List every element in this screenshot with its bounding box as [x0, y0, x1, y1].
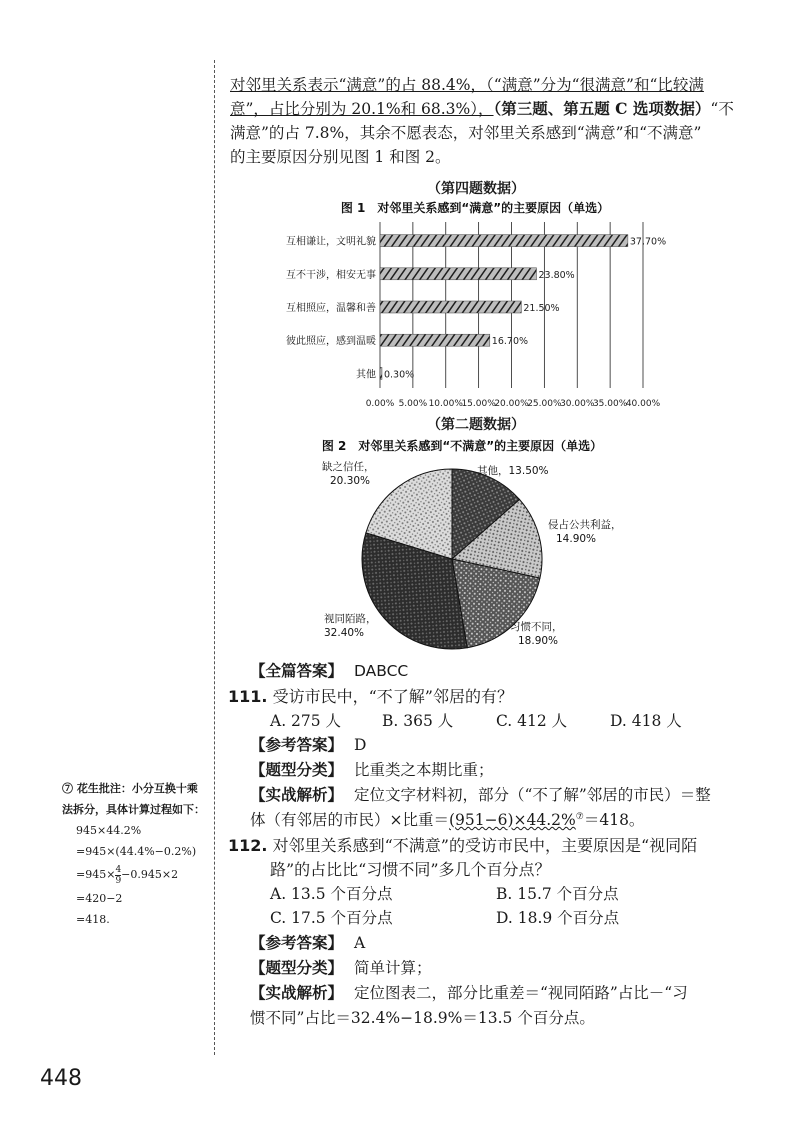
q111-option-d: D. 418 人 [610, 712, 682, 730]
intro-line-2: 意”，占比分别为 20.1%和 68.3%），（第三题、第五题 C 选项数据）“不 [230, 99, 734, 118]
chart2-value-label: 32.40% [324, 627, 365, 639]
full-answer-value: DABCC [353, 662, 409, 680]
intro-line-3: 满意”的占 7.8%，其余不愿表态，对邻里关系感到“满意”和“不满意” [230, 124, 702, 142]
chart1-category-label: 彼此照应，感到温暖 [286, 336, 376, 348]
chart1-tick-label: 0.00% [365, 399, 395, 409]
chart1-bar [380, 367, 382, 379]
chart1-header: （第四题数据） [427, 181, 525, 197]
q111-ref-answer: D [353, 736, 367, 754]
chart2-value-label: 14.90% [556, 533, 597, 545]
chart1-value-label: 21.50% [523, 303, 560, 314]
q112-stem-line2: 路”的占比比“习惯不同”多几个百分点？ [270, 860, 551, 879]
q111-analysis-line1: 定位文字材料初，部分（“不了解”邻居的市民）＝整 [353, 786, 711, 804]
q111-number: 111. [228, 687, 268, 706]
chart1-value-label: 37.70% [629, 236, 667, 248]
chart2-slice-label: 习惯不同， [510, 621, 563, 633]
sidenote [62, 778, 212, 930]
sidenote-line3: 945×44.2% [76, 824, 142, 837]
q112-type-tag: 【题型分类】 [250, 958, 344, 977]
q111-type: 比重类之本期比重； [353, 761, 494, 779]
q112-analysis-line2: 惯不同”占比＝32.4%−18.9%＝13.5 个百分点。 [250, 1009, 595, 1027]
chart1-category-label: 互不干涉，相安无事 [286, 269, 376, 281]
sidenote-line7: =418. [76, 913, 110, 926]
full-answer-tag: 【全篇答案】 [250, 661, 344, 680]
fraction: $\frac{4}{9}$ [115, 864, 122, 886]
q112-option-a: A. 13.5 个百分点 [270, 885, 393, 903]
chart1-bar [380, 235, 628, 247]
chart1-category-label: 其他 [356, 369, 376, 381]
q111-stem: 受访市民中，“不了解”邻居的有？ [272, 687, 513, 706]
q111-ref-row [250, 733, 366, 755]
chart2-slice-label: 缺之信任， [322, 461, 375, 473]
q112-analysis [250, 981, 688, 1003]
q111-option-c: C. 412 人 [496, 712, 568, 730]
q111-option-a: A. 275 人 [270, 712, 342, 730]
chart1-bar [380, 268, 536, 280]
q111-ref-tag: 【参考答案】 [250, 735, 344, 754]
q111-analysis [250, 783, 770, 805]
chart1-value-label: 23.80% [538, 269, 575, 281]
chart2-slice-label: 视同陌路， [324, 613, 377, 625]
sidenote-line5: =945× $\frac{4}{9}$ −0.945×2 [76, 864, 179, 886]
chart2-slice-label: 侵占公共利益， [548, 519, 622, 531]
chart1-tick-label: 35.00% [592, 399, 628, 409]
chart1-tick-label: 40.00% [625, 399, 661, 409]
q112-option-d: D. 18.9 个百分点 [496, 909, 620, 927]
chart1-value-label: 16.70% [491, 336, 529, 348]
chart2-value-label: 18.90% [518, 635, 559, 647]
q112-stem-row [228, 833, 697, 856]
q112-ref-row [250, 931, 365, 953]
sidenote-line6: =420−2 [76, 892, 123, 905]
q111-option-b: B. 365 人 [382, 712, 454, 730]
chart1-tick-label: 25.00% [527, 399, 562, 409]
chart1-tick-label: 30.00% [560, 399, 595, 409]
pie-chart-unsatisfied [262, 432, 662, 658]
q111-type-tag: 【题型分类】 [250, 760, 344, 779]
page-number: 448 [40, 1066, 82, 1091]
chart1-category-label: 互相谦让，文明礼貌 [286, 236, 376, 248]
q112-analysis-tag: 【实战解析】 [250, 983, 344, 1002]
intro-line-1: 对邻里关系表示“满意”的占 88.4%，（“满意”分为“很满意”和“比较满 [230, 76, 704, 94]
q111-analysis-tag: 【实战解析】 [250, 785, 344, 804]
chart1-bar [380, 334, 490, 346]
intro-paragraph [230, 73, 760, 169]
chart1-tick-label: 15.00% [461, 399, 496, 409]
q112-number: 112. [228, 836, 268, 855]
sidenote-line4: =945×(44.4%−0.2%) [76, 845, 197, 858]
watermark [555, 1040, 569, 1055]
chart1-bar [380, 301, 521, 313]
q112-analysis-line1: 定位图表二，部分比重差＝“视同陌路”占比－“习 [353, 984, 688, 1002]
intro-line-4: 的主要原因分别见图 1 和图 2。 [230, 148, 451, 166]
q111-type-row [250, 758, 493, 780]
q112-stem-line1: 对邻里关系感到“不满意”的受访市民中，主要原因是“视同陌 [272, 836, 698, 855]
q112-option-c: C. 17.5 个百分点 [270, 909, 393, 927]
q112-option-b: B. 15.7 个百分点 [496, 885, 619, 903]
sidenote-line2: 法拆分，具体计算过程如下： [62, 803, 205, 816]
q112-ref-answer: A [353, 934, 366, 952]
chart2-value-label: 20.30% [330, 475, 371, 487]
chart2-title: 图 2 对邻里关系感到“不满意”的主要原因（单选） [321, 439, 603, 453]
chart1-tick-label: 10.00% [428, 399, 463, 409]
chart2-slice-label: 其他，13.50% [477, 465, 549, 477]
bar-chart-satisfied [265, 196, 685, 414]
q112-type-row [250, 956, 431, 978]
chart1-tick-label: 5.00% [398, 399, 428, 409]
margin-divider [214, 60, 215, 1055]
q111-stem-row [228, 684, 513, 707]
chart2-header: （第二题数据） [427, 417, 525, 433]
chart1-value-label: 0.30% [383, 369, 415, 381]
sidenote-title: ⑦ 花生批注：小分互换十乘 [62, 782, 198, 795]
q112-type: 简单计算； [353, 959, 432, 977]
q111-analysis-line2: 体（有邻居的市民）×比重＝(951−6)×44.2%⑦＝418。 [250, 811, 645, 829]
chart1-tick-label: 20.00% [494, 399, 529, 409]
full-answer-row [250, 659, 408, 681]
chart1-category-label: 互相照应，温馨和善 [286, 303, 376, 314]
chart1-title: 图 1 对邻里关系感到“满意”的主要原因（单选） [340, 201, 610, 215]
q112-ref-tag: 【参考答案】 [250, 933, 344, 952]
footnote-ref: ⑦ [575, 811, 584, 822]
